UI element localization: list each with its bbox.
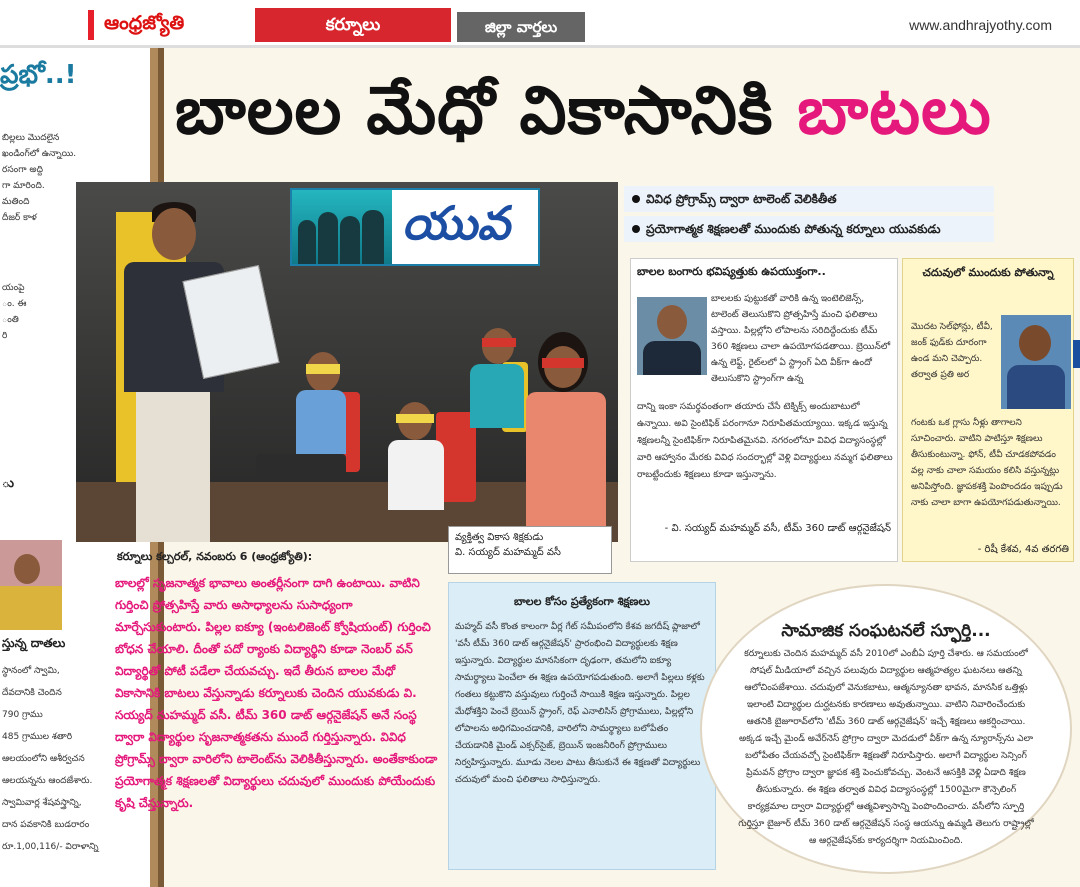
masthead-bar bbox=[88, 10, 94, 40]
donor-caption: స్తున్న దాతలు bbox=[2, 636, 66, 650]
caption-line: వ్యక్తిత్వ వికాస శిక్షకుడు bbox=[455, 532, 544, 543]
student-text-bottom: గంటకు ఒక గ్లాసు నీళ్లు తాగాలని సూచించారు. వాటిని పాటిస్తూ శిక్షణలు తీసుకుంటున్నా. ఫోన్, టీవీ చూడకపోవడం వల్ల నాకు చాలా సమయం కలిసి వస్తున్నట్లు అనిపిస్తోంది. జ్ఞాపకశక్తి పెంపొందడం ఇప్పుడు నాకు చాలా బాగా ఉపయోగపడుతున్నాయి. bbox=[911, 418, 1063, 508]
neighbour-line: గా మారింది. bbox=[2, 181, 45, 191]
neighbour-line: మతింది bbox=[2, 197, 30, 207]
logo-silhouette bbox=[298, 220, 316, 264]
logo-silhouette bbox=[340, 216, 360, 264]
quote-text-top: బాలలకు పుట్టుకతో వారికి ఉన్న ఇంటెలిజెన్స్, టాలెంట్ తెలుసుకొని ప్రోత్సహిస్తే మంచి ఫలితాలు వస్తాయి. పిల్లల్లోని లోపాలను సరిదిద్దేందుకు టీమ్ 360 శిక్షణలు చాలా ఉపయోగపడతాయి. బ్రెయిన్‌లో ఉన్న లెఫ్ట్, రైట్‌లలో ఏ స్ట్రాంగ్ ఏది వీక్‌గా ఉందో తెలుసుకొని స్ట్రాంగ్‌గా ఉన్న bbox=[711, 294, 891, 384]
inspiration-oval bbox=[700, 584, 1072, 874]
logo-silhouette bbox=[318, 212, 338, 264]
training-text: మహ్మద్ వసీ కొంత కాలంగా వీర్ల గేట్ సమీపంలోని కేశవ జగదీష్ ప్లాజాలో 'వసీ టీమ్ 360 డాట్ ఆర్గనైజేషన్' ప్రారంభించి విద్యార్థులకు శిక్షణ ఇస్తున్నారు. విద్యార్థుల మానసికంగా దృఢంగా, తమలోని ఐక్యూ సామర్థ్యాలు పెంచేలా ఈ శిక్షణ ఉపయోగపడుతుంది. అలాగే పిల్లలు కళ్లకు గంతలు కట్టుకొని వస్తువులు గుర్తించే సాయికి శిక్షణ ఇస్తున్నారు. పిల్లల మేధోశక్తిని పెంచే బ్రెయిన్ స్ట్రాంగ్, రెఫ్ ఎనాలిసిస్ ప్రోగ్రాములు, పిల్లల్లోని లోపాలను అధిగమించడానికి, వారిలోని సామర్థ్యాలు బలోపేతం చేయడానికి మైండ్ ఎక్సర్‌సైజ్, బ్రెయిన్ ఇంజనీరింగ్ ప్రోగ్రాములు నిర్వహిస్తున్నారు. మూడు నెలల పాటు తీసుకునే ఈ శిక్షణతో విద్యార్థులు చదువులో మంచి ఫలితాలు సాధిస్తున్నారు. bbox=[455, 622, 705, 785]
neighbour-line: స్వామివార్ల శేషవస్త్రాన్ని, bbox=[2, 798, 82, 808]
quote-heading: బాలల బంగారు భవిష్యత్తుకు ఉపయుక్తంగా.. bbox=[637, 265, 826, 278]
neighbour-line: ం. ఈ bbox=[2, 299, 27, 309]
neighbour-headline: ప్రభో..! bbox=[0, 60, 77, 90]
neighbour-line: 790 గ్రాము bbox=[2, 710, 43, 720]
student-text-top: మొదట సెల్‌ఫోన్లు, టీవీ, జంక్ ఫుడ్‌కు దూరంగా ఉండ మని చెప్పారు. తర్వాత ప్రతి అర bbox=[911, 322, 993, 380]
neighbour-line: రి bbox=[2, 331, 8, 341]
yuva-logo-word: యువ bbox=[402, 196, 510, 250]
donor-photo bbox=[0, 540, 62, 630]
website-url[interactable]: www.andhrajyothy.com bbox=[909, 17, 1052, 33]
neighbour-line: యంపై bbox=[2, 283, 25, 293]
headline-pink: బాటలు bbox=[797, 72, 992, 149]
neighbour-line: బిల్లలు మొదలైన bbox=[2, 133, 60, 143]
highlight-point: ప్రయోగాత్మక శిక్షణలతో ముందుకు పోతున్న కర్నూలు యువకుడు bbox=[624, 216, 994, 242]
student-byline: - రిషీ కేశవ, 4వ తరగతి bbox=[977, 544, 1069, 555]
logo-band bbox=[292, 190, 392, 264]
neighbour-line: రూ.1,00,116/- విరాళాన్ని bbox=[2, 842, 99, 852]
neighbour-line: దాన పవకానికి బుడరారం bbox=[2, 820, 90, 830]
yuva-logo bbox=[290, 188, 540, 266]
training-box bbox=[448, 582, 716, 870]
inspiration-heading: సామాజిక సంఘటనలే స్ఫూర్తి... bbox=[781, 621, 991, 641]
trainer-figure bbox=[96, 202, 236, 542]
dateline: కర్నూలు కల్చరల్, నవంబరు 6 (ఆంధ్రజ్యోతి): bbox=[117, 550, 313, 563]
neighbour-letter: ు bbox=[2, 476, 15, 491]
student-quote-heading: చదువులో ముందుకు పోతున్నా bbox=[922, 266, 1054, 279]
child-figure bbox=[516, 332, 616, 542]
caption-line: వి. సయ్యద్ మహమ్మద్ వసీ bbox=[455, 547, 561, 558]
portrait-face bbox=[657, 305, 687, 339]
neighbour-line: దీజర్ కాళ bbox=[2, 213, 37, 223]
edge-marker bbox=[1073, 340, 1080, 368]
neighbour-line: ఆలయంలోని ఆశీర్వచన bbox=[2, 754, 85, 764]
trainer-quote-box bbox=[630, 258, 898, 562]
student-portrait bbox=[1001, 315, 1071, 409]
inspiration-text: కర్నూలుకు చెందిన మహమ్మద్ వసీ 2010లో ఎంబీఏ పూర్తి చేశారు. ఆ సమయంలో సోషల్ మీడియాలో వచ్చిన పలువురు విద్యార్థుల ఆత్మహత్యల ఘటనలు ఆతన్ని ఆలోచింపజేశాయి. చదువులో వెనుకబాటు, ఆత్మన్యూనతా భావన, మానసిక ఒత్తిళ్లు ఇలాంటి విద్యార్థుల దుర్ఘటనకు కారణాలు అవుతున్నాయి. వాటిని నివారించేందుకు ఆతనికి బైజూరావ్‌లోని 'టీమ్ 360 డాట్ ఆర్గనైజేషన్' ఇచ్చే శిక్షణలు ఆకర్షించాయి. అక్కడ ఇచ్చే మైండ్ అవేర్‌నెస్ ప్రోగ్రాం ద్వారా మెదడులో వీక్‌గా ఉన్న న్యూరాన్స్‌ను ఎలా బలోపేతం చేయవచ్చో సైంటిఫిక్‌గా శిక్షణతో నిరూపిస్తారు. అలాగే విద్యార్థుల సెన్సింగ్ ప్రిమవన్ ప్రోగ్రాం ద్వారా జ్ఞాపక శక్తి పెంచుకోవచ్చు. వెంటనే ఆసక్తికి వెళ్లి ఏడాది శిక్షణ తీసుకున్నారు. ఈ శిక్షణ తర్వాత వివిధ విద్యాసంస్థల్లో 1500మైగా కౌన్సెలింగ్ కార్యక్రమాల ద్వారా విద్యార్థుల్లో ఆత్మవిశ్వాసాన్ని పెంపొందించారు. వసీలోని స్ఫూర్తి గుర్తిస్తూ బైజూర్ టీమ్ 360 డాట్ ఆర్గనైజేషన్ సంస్థ ఆయన్ను ఉమ్మడి తెలుగు రాష్ట్రాల్లో ఆ ఆర్గనైజేషన్‌కు కార్యదర్శిగా నియమించింది. bbox=[738, 649, 1034, 846]
highlight-point: వివిధ ప్రోగ్రామ్స్ ద్వారా టాలెంట్ వెలికితీత bbox=[624, 186, 994, 212]
neighbour-line: 485 గ్రాముల శతారి bbox=[2, 732, 73, 742]
portrait-shirt bbox=[1007, 365, 1065, 409]
neighbour-line: రసంగా అద్ది bbox=[2, 165, 43, 175]
main-headline bbox=[175, 72, 1065, 172]
highlight-points bbox=[624, 186, 994, 246]
intro-block bbox=[107, 550, 447, 850]
masthead: ఆంధ్రజ్యోతి bbox=[104, 12, 185, 34]
donor-face bbox=[14, 554, 40, 584]
section-label: జిల్లా వార్తలు bbox=[457, 12, 585, 42]
neighbour-line: ఖండింగ్‌లో ఉన్నాయి. bbox=[2, 149, 77, 159]
neighbour-line: స్థానంలో స్వామి, bbox=[2, 666, 60, 676]
trainer-portrait bbox=[637, 297, 707, 375]
page-header bbox=[0, 0, 1080, 48]
portrait-shirt bbox=[643, 341, 701, 375]
neighbour-text-b bbox=[2, 280, 42, 344]
student-quote-box bbox=[902, 258, 1074, 562]
photo-caption bbox=[448, 526, 612, 574]
neighbour-line: ంతి bbox=[2, 315, 19, 325]
neighbour-line: ఆలయన్నను ఆందజేశారు. bbox=[2, 776, 93, 786]
logo-silhouette bbox=[362, 210, 384, 264]
intro-text: బాలల్లో సృజనాత్మక భావాలు అంతర్లీనంగా దాగి ఉంటాయి. వాటిని గుర్తించి ప్రోత్సహిస్తే వారు అసాధ్యాలను సుసాధ్యంగా మార్చేసుకుంటారు. పిల్లల ఐక్యూ (ఇంటలిజెంట్ క్వోషియంట్) గుర్తించి బోధన చేయాలి. దీంతో పదో ర్యాంకు విద్యార్థిని కూడా నెంబర్ వన్ విద్యార్థితో పోటీ పడేలా చేయవచ్చు. ఇదే తీరున బాలల మేధో వికాసానికి బాటలు వేస్తున్నాడు కర్నూలుకు చెందిన యువకుడు వి. సయ్యద్ మహమ్మద్ వసీ. టీమ్ 360 డాట్ ఆర్గనైజేషన్ అనే సంస్థ ద్వారా విద్యార్థుల సృజనాత్మకతను ముందే గుర్తిస్తున్నారు. వివిధ ప్రోగ్రామ్స్ ద్వారా వారిలోని టాలెంట్‌ను వెలికితీస్తున్నారు. అంతేకాకుండా ప్రయోగాత్మక శిక్షణలతో విద్యార్థులు చదువులో ముందుకు పోయేందుకు కృషి చేస్తున్నారు. bbox=[115, 576, 438, 810]
neighbour-line: దేవదానికి చెందిన bbox=[2, 688, 62, 698]
quote-byline: - వి. సయ్యద్ మహమ్మద్ వసీ, టీమ్ 360 డాట్ ఆర్గనైజేషన్ bbox=[664, 523, 891, 534]
district-label: కర్నూలు bbox=[255, 8, 451, 42]
quote-text-bottom: దాన్ని ఇంకా సమర్థవంతంగా తయారు చేసే టెక్నిక్స్ అందుబాటులో ఉన్నాయి. అవి సైంటిఫిక్ పరంగానూ నిరూపితమయ్యాయి. ఇక్కడ ఇస్తున్న శిక్షణలన్నీ సైంటిఫిక్‌గా నిరూపితమైనవి. నగరంలోనూ వివిధ విద్యాసంస్థల్లో వారి ఆహ్వానం మేరకు వివిధ సందర్భాల్లో వెళ్లి విద్యార్థులు నమ్మగ ఫలితాలు రాబట్టేందుకు శిక్షణలు కూడా ఇస్తున్నాను. bbox=[637, 402, 893, 480]
headline-black: బాలల మేధో వికాసానికి bbox=[175, 72, 774, 149]
donor-sari bbox=[0, 586, 62, 630]
portrait-face bbox=[1019, 325, 1051, 361]
training-heading: బాలల కోసం ప్రత్యేకంగా శిక్షణలు bbox=[514, 595, 650, 608]
child-figure bbox=[246, 342, 366, 542]
